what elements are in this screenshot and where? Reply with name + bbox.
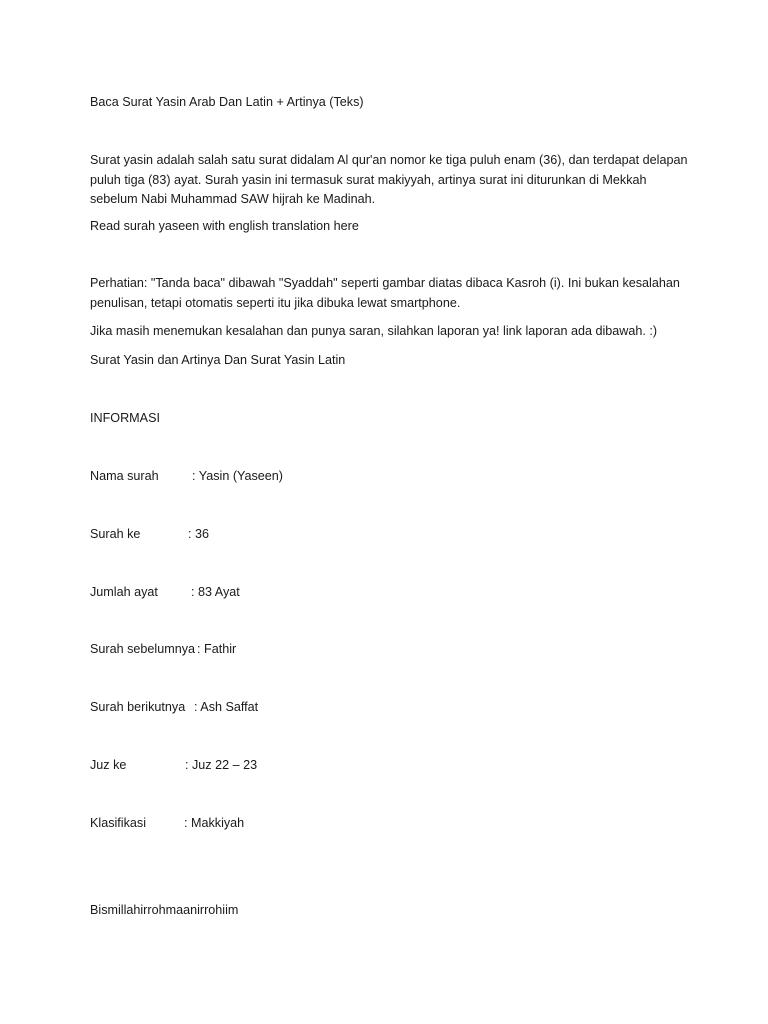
intro-paragraph: Surat yasin adalah salah satu surat didalam Al qur'an nomor ke tiga puluh enam (36), dan terdapat delapan puluh tiga (83) ayat. Surah yasin ini termasuk surat makiyyah, artinya surat ini diturunkan di Mekkah sebelum Nabi Muhammad SAW hijrah ke Madinah. <box>90 153 688 206</box>
info-label: Surah ke <box>90 527 141 541</box>
info-row-surah-berikutnya <box>90 698 259 717</box>
info-heading: INFORMASI <box>90 411 160 425</box>
info-row-nama-surah <box>90 467 284 486</box>
info-value: : 83 Ayat <box>191 585 240 599</box>
info-label: Klasifikasi <box>90 816 146 830</box>
info-label: Surah berikutnya <box>90 700 186 714</box>
info-row-juz-ke <box>90 756 258 775</box>
info-row-surah-ke <box>90 525 210 544</box>
info-row-surah-sebelumnya <box>90 640 237 659</box>
info-value: : Makkiyah <box>184 816 245 830</box>
info-value: : 36 <box>188 527 210 541</box>
document-title: Baca Surat Yasin Arab Dan Latin + Artinya (Teks) <box>90 95 364 109</box>
info-value: : Fathir <box>197 642 237 656</box>
document-subtitle: Surat Yasin dan Artinya Dan Surat Yasin Latin <box>90 353 346 367</box>
info-label: Surah sebelumnya <box>90 642 196 656</box>
english-translation-link[interactable]: Read surah yaseen with english translation here <box>90 219 359 233</box>
notice-paragraph: Perhatian: "Tanda baca" dibawah "Syaddah" seperti gambar diatas dibaca Kasroh (i). Ini bukan kesalahan penulisan, tetapi otomatis seperti itu jika dibuka lewat smartphone. <box>90 276 680 310</box>
info-label: Jumlah ayat <box>90 585 158 599</box>
info-label: Nama surah <box>90 469 159 483</box>
info-value: : Juz 22 – 23 <box>185 758 258 772</box>
info-label: Juz ke <box>90 758 127 772</box>
info-value: : Ash Saffat <box>194 700 259 714</box>
report-note: Jika masih menemukan kesalahan dan punya saran, silahkan laporan ya! link laporan ada dibawah. :) <box>90 324 658 338</box>
info-row-jumlah-ayat <box>90 583 240 602</box>
basmala-text: Bismillahirrohmaanirrohiim <box>90 903 239 917</box>
info-row-klasifikasi <box>90 814 245 833</box>
info-value: : Yasin (Yaseen) <box>192 469 284 483</box>
